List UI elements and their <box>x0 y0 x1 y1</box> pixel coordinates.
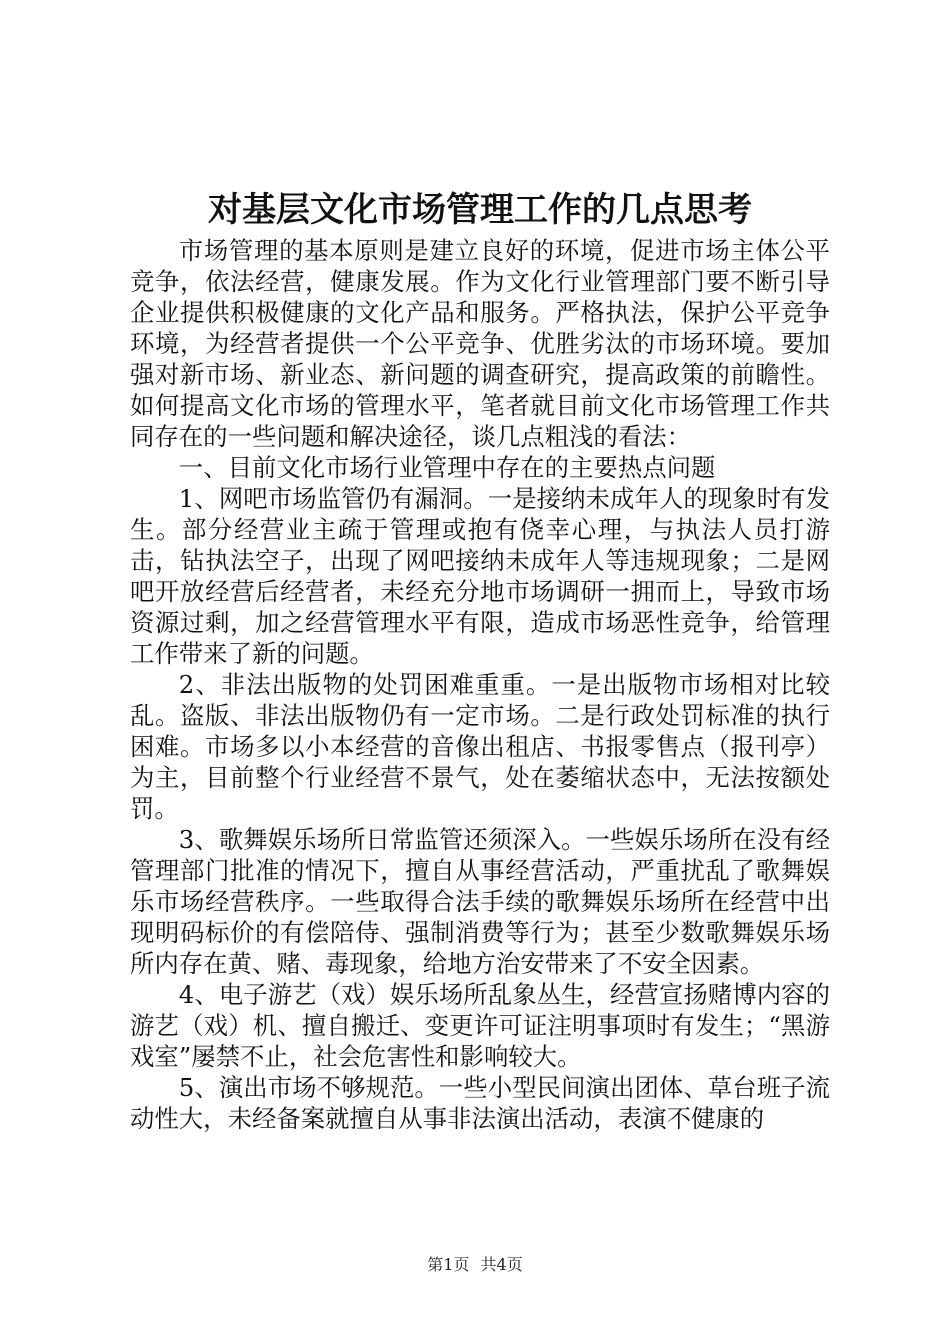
issue-paragraph-3: 3、歌舞娱乐场所日常监管还须深入。一些娱乐场所在没有经管理部门批准的情况下，擅自从事经营活动，严重扰乱了歌舞娱乐市场经营秩序。一些取得合法手续的歌舞娱乐场所在经营中出现明码标价的有偿陪侍、强制消费等行为；甚至少数歌舞娱乐场所内存在黄、赌、毒现象，给地方治安带来了不安全因素。 <box>130 825 830 978</box>
issue-paragraph-4: 4、电子游艺（戏）娱乐场所乱象丛生，经营宣扬赌博内容的游艺（戏）机、擅自搬迁、变更许可证注明事项时有发生；“黑游戏室”屡禁不止，社会危害性和影响较大。 <box>130 980 830 1071</box>
issue-paragraph-2: 2、非法出版物的处罚困难重重。一是出版物市场相对比较乱。盗版、非法出版物仍有一定市场。二是行政处罚标准的执行困难。市场多以小本经营的音像出租店、书报零售点（报刊亭）为主，目前整个行业经营不景气，处在萎缩状态中，无法按额处罚。 <box>130 670 830 823</box>
page-total: 共4页 <box>480 1255 523 1274</box>
intro-paragraph: 市场管理的基本原则是建立良好的环境，促进市场主体公平竞争，依法经营，健康发展。作为文化行业管理部门要不断引导企业提供积极健康的文化产品和服务。严格执法，保护公平竞争环境，为经营者提供一个公平竞争、优胜劣汰的市场环境。要加强对新市场、新业态、新问题的调查研究，提高政策的前瞻性。如何提高文化市场的管理水平，笔者就目前文化市场管理工作共同存在的一些问题和解决途径，谈几点粗浅的看法： <box>130 236 830 451</box>
page-number: 第1页 <box>427 1255 470 1274</box>
issue-paragraph-1: 1、网吧市场监管仍有漏洞。一是接纳未成年人的现象时有发生。部分经营业主疏于管理或抱有侥幸心理，与执法人员打游击，钻执法空子，出现了网吧接纳未成年人等违规现象；二是网吧开放经营后经营者，未经充分地市场调研一拥而上，导致市场资源过剩，加之经营管理水平有限，造成市场恶性竞争，给管理工作带来了新的问题。 <box>130 484 830 668</box>
document-title: 对基层文化市场管理工作的几点思考 <box>208 190 752 230</box>
section-heading: 一、目前文化市场行业管理中存在的主要热点问题 <box>178 453 716 482</box>
issue-paragraph-5: 5、演出市场不够规范。一些小型民间演出团体、草台班子流动性大，未经备案就擅自从事非法演出活动，表演不健康的 <box>130 1073 830 1133</box>
document-body <box>130 188 830 1134</box>
page-footer <box>0 1255 950 1275</box>
